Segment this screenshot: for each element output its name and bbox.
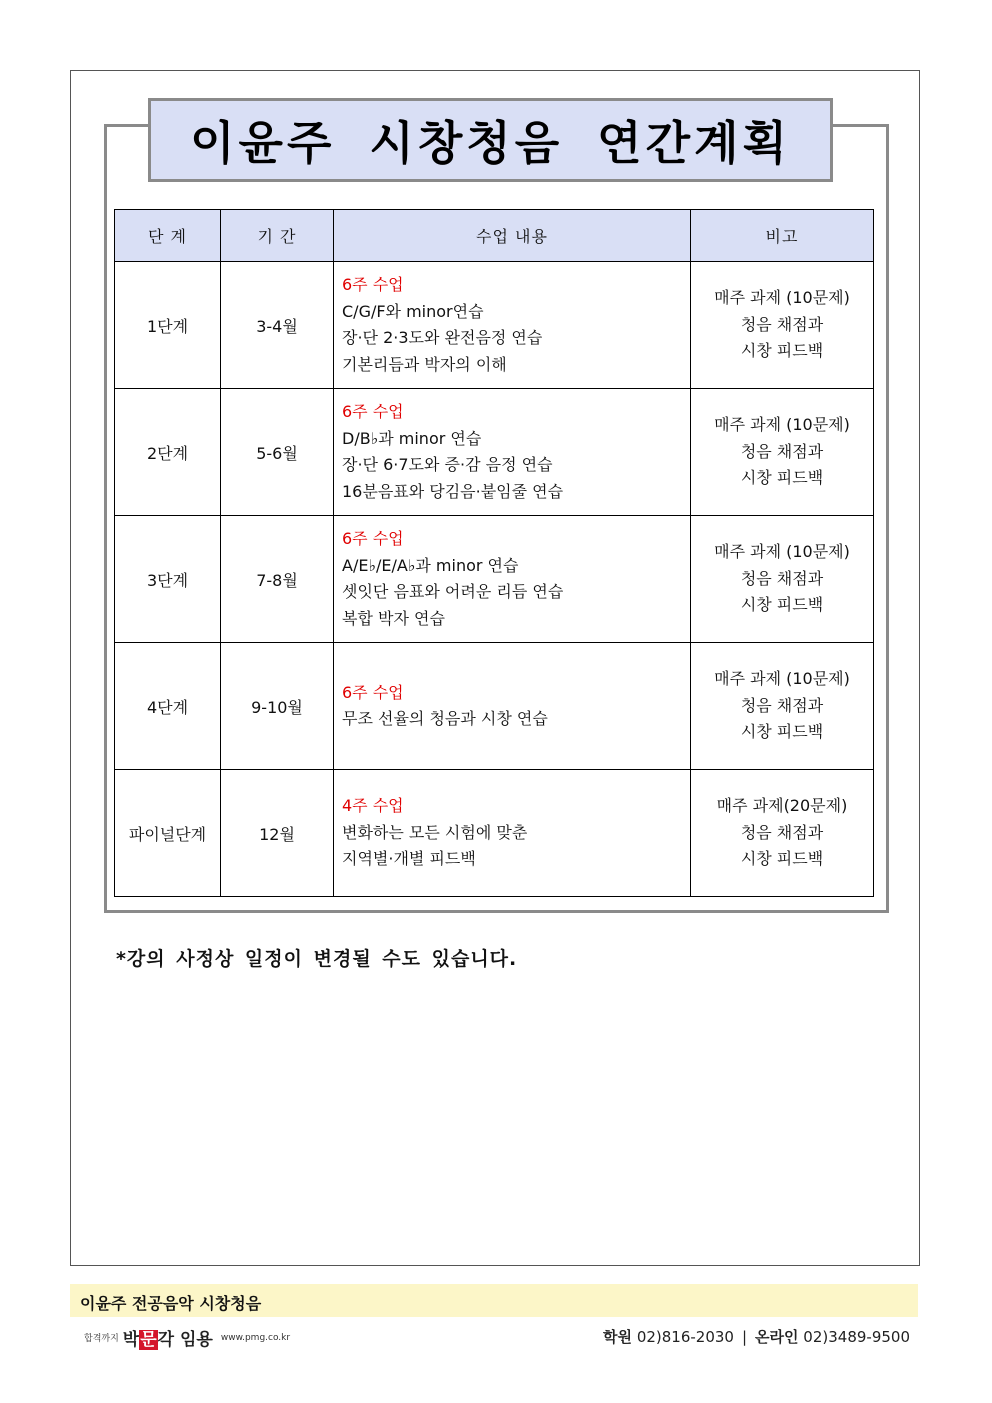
- content-line: 복합 박자 연습: [342, 608, 445, 628]
- content-cell: [334, 770, 691, 897]
- weeks-label: 4주 수업: [342, 796, 404, 816]
- note-line: 시창 피드백: [740, 595, 824, 615]
- weeks-label: 6주 수업: [342, 275, 404, 294]
- logo-wordmark: [123, 1325, 213, 1350]
- table-row: [115, 389, 874, 516]
- period-cell: 9-10월: [221, 643, 334, 770]
- content-line: C/G/F와 minor연습: [342, 301, 484, 321]
- header-stage: 단 계: [115, 210, 221, 262]
- period-cell: 12월: [221, 770, 334, 897]
- note-line: 청음 채점과: [740, 568, 824, 588]
- note-line: 시창 피드백: [740, 849, 824, 869]
- note-line: 청음 채점과: [740, 695, 824, 715]
- weeks-label: 6주 수업: [342, 682, 404, 702]
- note-line: 매주 과제 (10문제): [714, 415, 850, 435]
- logo-post: 각 임용: [157, 1330, 213, 1350]
- footer-title: 이윤주 전공음악 시창청음: [80, 1294, 262, 1313]
- period-cell: 5-6월: [221, 389, 334, 516]
- header-note: 비고: [691, 210, 874, 262]
- content-line: 기본리듬과 박자의 이해: [342, 354, 507, 374]
- header-period: 기 간: [221, 210, 334, 262]
- table-row: [115, 770, 874, 897]
- content-line: A/E♭/E/A♭과 minor 연습: [342, 555, 519, 575]
- content-line: D/B♭과 minor 연습: [342, 428, 482, 448]
- content-cell: [334, 389, 691, 516]
- note-line: 매주 과제 (10문제): [714, 288, 850, 308]
- content-line: 장·단 6·7도와 증·감 음정 연습: [342, 455, 553, 474]
- weeks-label: 6주 수업: [342, 529, 404, 548]
- content-line: 변화하는 모든 시험에 맞춘: [342, 822, 528, 842]
- weeks-label: 6주 수업: [342, 402, 404, 421]
- note-cell: [691, 262, 874, 389]
- content-line: 지역별·개별 피드백: [342, 849, 476, 869]
- content-line: 무조 선율의 청음과 시창 연습: [342, 709, 548, 728]
- header-content: 수업 내용: [334, 210, 691, 262]
- note-line: 시창 피드백: [740, 341, 824, 361]
- contact-separator: |: [741, 1327, 748, 1346]
- table-row: [115, 516, 874, 643]
- stage-cell: 4단계: [115, 643, 221, 770]
- content-cell: [334, 516, 691, 643]
- note-line: 시창 피드백: [740, 722, 824, 742]
- table-row: [115, 262, 874, 389]
- content-line: 셋잇단 음표와 어려운 리듬 연습: [342, 582, 564, 601]
- period-cell: 3-4월: [221, 262, 334, 389]
- table-header-row: [115, 210, 874, 262]
- note-line: 청음 채점과: [740, 822, 824, 842]
- logo-tagline: 합격까지: [84, 1334, 119, 1344]
- note-line: 매주 과제 (10문제): [714, 542, 850, 562]
- period-cell: 7-8월: [221, 516, 334, 643]
- online-label: 온라인: [755, 1328, 799, 1346]
- note-line: 청음 채점과: [740, 441, 824, 461]
- table-row: [115, 643, 874, 770]
- academy-label: 학원: [603, 1328, 633, 1346]
- contact-info: [603, 1326, 910, 1347]
- stage-cell: 3단계: [115, 516, 221, 643]
- publisher-logo: [84, 1325, 290, 1350]
- academy-phone: 02)816-2030: [636, 1328, 734, 1346]
- note-line: 시창 피드백: [740, 468, 824, 488]
- stage-cell: 파이널단계: [115, 770, 221, 897]
- online-phone: 02)3489-9500: [803, 1328, 910, 1346]
- logo-highlight: 문: [140, 1330, 157, 1350]
- note-line: 매주 과제(20문제): [716, 796, 848, 816]
- logo-url: www.pmg.co.kr: [220, 1332, 291, 1343]
- page-title: 이윤주 시창청음 연간계획: [190, 116, 791, 170]
- logo-pre: 박: [122, 1330, 140, 1350]
- schedule-notice: *강의 사정상 일정이 변경될 수도 있습니다.: [116, 948, 518, 970]
- note-cell: [691, 389, 874, 516]
- annual-plan-table: [114, 209, 874, 897]
- stage-cell: 2단계: [115, 389, 221, 516]
- note-cell: [691, 770, 874, 897]
- content-line: 16분음표와 당김음·붙임줄 연습: [342, 481, 564, 501]
- note-cell: [691, 643, 874, 770]
- title-box: [148, 98, 833, 182]
- note-line: 매주 과제 (10문제): [714, 669, 850, 689]
- content-cell: [334, 262, 691, 389]
- content-line: 장·단 2·3도와 완전음정 연습: [342, 328, 543, 347]
- content-cell: [334, 643, 691, 770]
- note-cell: [691, 516, 874, 643]
- note-line: 청음 채점과: [740, 314, 824, 334]
- stage-cell: 1단계: [115, 262, 221, 389]
